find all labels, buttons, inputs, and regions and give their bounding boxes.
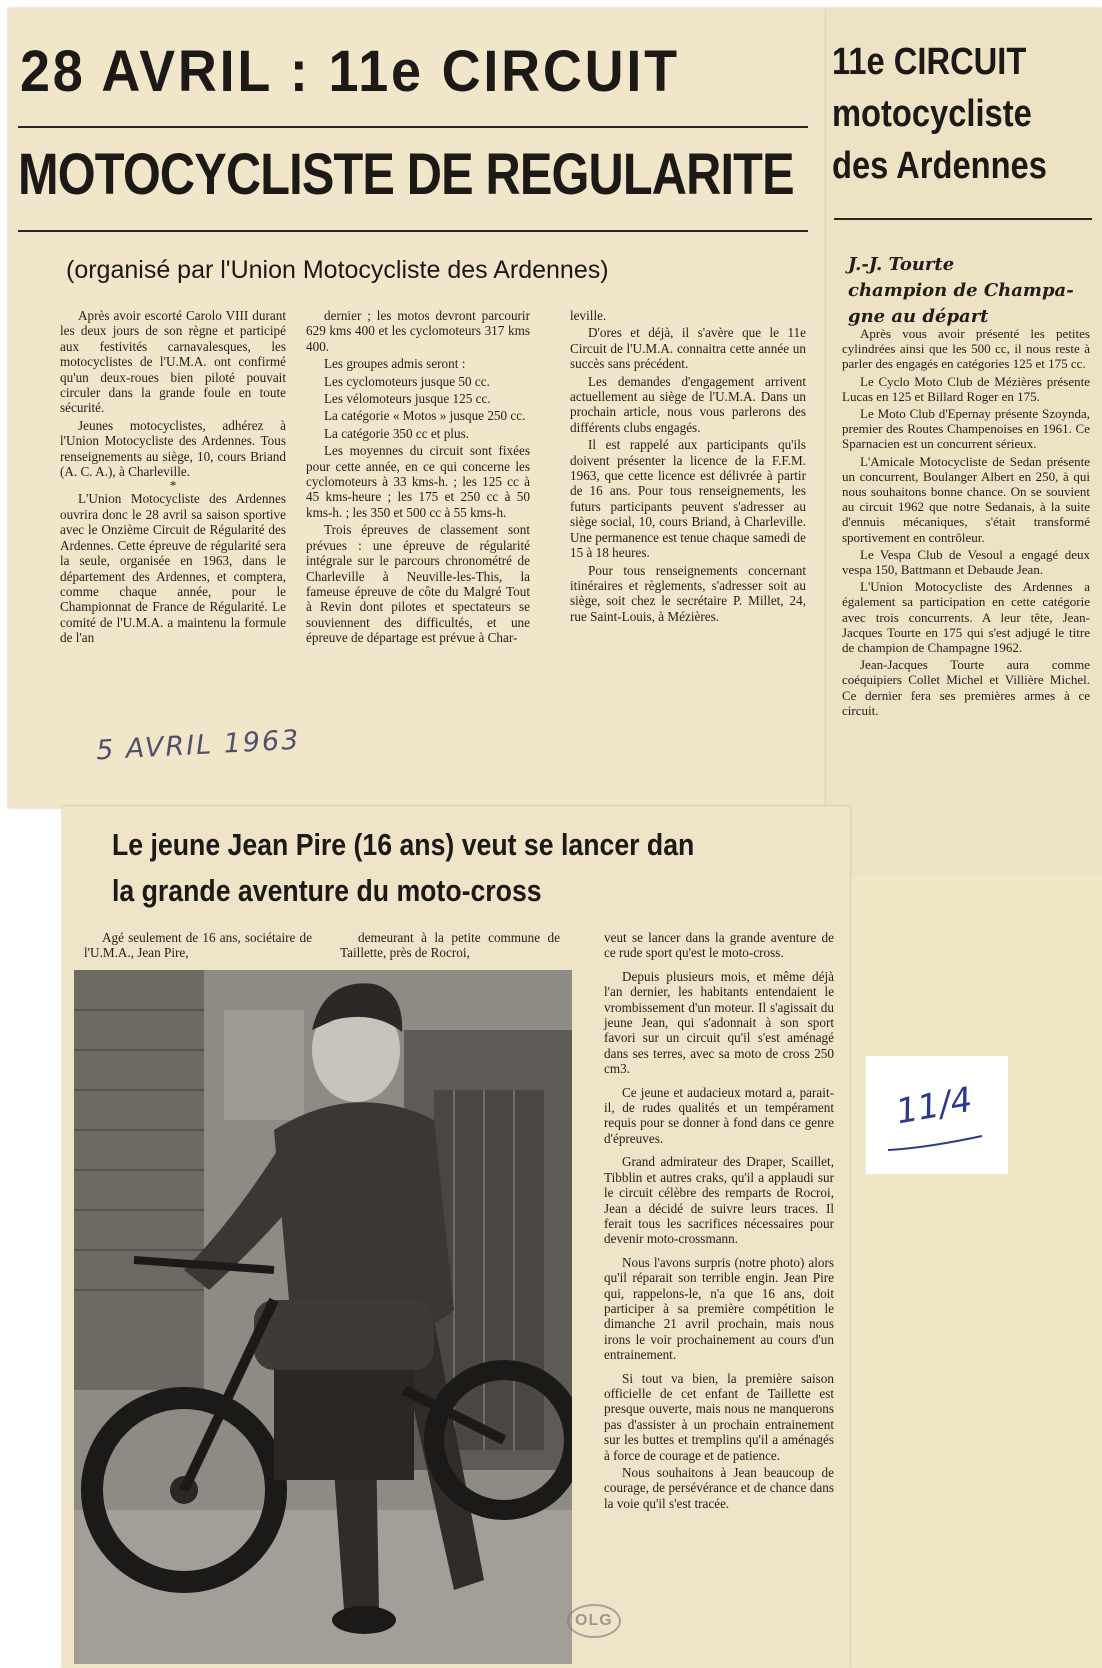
paragraph: Le Cyclo Moto Club de Mézières présente Lucas en 125 et Billard Roger en 175. [842,373,1090,404]
paragraph: Les moyennes du circuit sont fixées pour cette année, en ce qui concerne les cyclomoteurs à 33 kms-h. ; les 125 cc à 45 kms-heure ; les 175 et 250 cc à 50 kms-h. ; les 350 et 500 cc à 55 kms-h. [306,443,530,520]
paragraph: dernier ; les motos devront parcourir 629 kms 400 et les cyclomoteurs 317 kms 400. [306,308,530,354]
paragraph: Le Vespa Club de Vesoul a engagé deux vespa 150, Battmann et Debaude Jean. [842,546,1090,578]
paragraph: Les demandes d'engagement arrivent actuellement au siège de l'U.M.A. Dans un prochain article, nous vous parlerons des différents clubs engagés. [570,373,806,435]
paragraph: Ce jeune et audacieux motard a, parait-il, de rudes qualités et un tempérament requis pour se donner à fond dans ce genre d'épreuves. [604,1084,834,1146]
paragraph: Nous l'avons surpris (notre photo) alors qu'il réparait son terrible engin. Jean Pire qui, rappelons-le, n'a que 16 ans, doit participer à sa première compétition le dimanche 21 avril prochain, mais nous irons le voir prochainement au cours d'un entrainement. [604,1254,834,1363]
paragraph: Les vélomoteurs jusque 125 cc. [324,391,491,407]
paragraph: Grand admirateur des Draper, Scaillet, Tibblin et autres craks, qu'il a applaudi sur le circuit célèbre des remparts de Rocroi, Jean a décidé de suivre leurs traces. Il ferait tous les sacrifices nécessaires pour devenir moto-crossmann. [604,1154,834,1247]
bottom-article-clipping [62,806,850,1668]
top-article-clipping [8,8,826,808]
title-line: motocycliste [832,93,1032,135]
paragraph: L'Union Motocycliste des Ardennes a également sa participation en cette catégorie avec trois concurrents. A leur tête, Jean-Jacques Tourte en 175 qui s'est adjugé le titre de champion de Champagne 1962. [842,579,1090,656]
subtitle-line: champion de Champa- [848,280,1074,301]
paragraph: Si tout va bien, la première saison officielle de cet enfant de Taillette est presque ouverte, mais nous ne manquerons pas d'assister à un prochain entrainement sur les buttes et tremplins qu'il a aménagés à force de courage et de patience. [604,1370,834,1463]
backing-panel [850,876,1102,1668]
paragraph: La catégorie 350 cc et plus. [324,425,469,441]
paragraph: Depuis plusieurs mois, et même déjà l'an dernier, les habitants entendaient le vrombissement d'un moteur. Il s'agissait du jeune Jean, qui s'adonnait à son sport favori sur un circuit qu'il s'est aménagé dans ses terres, avec sa moto de cross 250 cm3. [604,968,834,1077]
handwritten-date: 5 AVRIL 1963 [95,724,302,767]
paragraph: Après avoir escorté Carolo VIII durant les deux jours de son règne et participé aux festivités carnavalesques, les motocyclistes de l'U.M.A. ont confirmé qu'un deux-roues bien piloté pouvait circuler dans la grande foule en toute sécurité. [60,308,286,416]
paragraph: La catégorie « Motos » jusque 250 cc. [324,408,526,424]
headline-line: Le jeune Jean Pire (16 ans) veut se lancer dan [112,827,695,862]
article-column-3 [570,308,806,626]
paragraph: veut se lancer dans la grande aventure de ce rude sport qu'est le moto-cross. [604,930,834,961]
bottom-article-headline [112,822,850,914]
bottom-column-2 [340,930,560,963]
subtitle-line: J.-J. Tourte [848,254,955,275]
right-article-subtitle [848,252,1088,330]
headline-line-2: MOTOCYCLISTE DE REGULARITE [18,142,794,207]
paragraph: Nous souhaitons à Jean beaucoup de courage, de persévérance et de chance dans la voie qu'il s'est tracée. [604,1465,834,1511]
paragraph: Jeunes motocyclistes, adhérez à l'Union Motocycliste des Ardennes. Tous renseignements au siège, 10, cours Briand (A. C. A.), à Charleville. [60,417,286,480]
title-rule [834,218,1092,220]
right-article-body [842,326,1090,720]
paragraph: D'ores et déjà, il s'avère que le 11e Circuit de l'U.M.A. connaitra cette année un succès sans précédent. [570,325,806,372]
paragraph: Pour tous renseignements concernant itinéraires et règlements, s'adresser soit au siège, soit chez le secrétaire P. Millet, 24, rue Saint-Louis, à Mézières. [570,562,806,624]
article-column-2 [306,308,530,648]
right-article-clipping [826,8,1102,876]
paragraph: Le Moto Club d'Epernay présente Szoynda, premier des Routes Champenoises en 1961. Ce Sparnacien est un concurrent sérieux. [842,406,1090,452]
headline-rule [18,126,808,128]
title-line: des Ardennes [832,145,1047,187]
handwritten-note-card [866,1056,1008,1174]
title-line: 11e CIRCUIT [832,41,1027,83]
paragraph: Il est rappelé aux participants qu'ils doivent présenter la licence de la F.F.M. 1963, que cette licence est délivrée à partir de 16 ans. Pour tous renseignements, les futurs participants peuvent s'adresser au siège social, 10, cours Briand, à Charleville. Une permanence est tenue chaque samedi de 15 à 18 heures. [570,437,806,561]
bottom-column-3 [604,930,834,1513]
paragraph: L'Amicale Motocycliste de Sedan présente un concurrent, Boulanger Albert en 250, à qui nous souhaitons bonne chance. On se souvient au circuit 1962 que notre Sedanais, à la suite d'ennuis mécaniques, s'était transformé sportivement en contrôleur. [842,453,1090,545]
motorcycle-photo [74,970,572,1664]
paragraph: Les groupes admis seront : [324,356,466,372]
headline-rule [18,230,808,232]
handwritten-note: 11/4 [893,1079,976,1133]
section-separator: * [169,478,177,494]
paragraph: Agé seulement de 16 ans, sociétaire de l'U.M.A., Jean Pire, [84,930,312,961]
underline-scribble [886,1134,986,1154]
paragraph: L'Union Motocycliste des Ardennes ouvrira donc le 28 avril sa saison sportive avec le Onzième Circuit de Régularité des Ardennes. Cette épreuve de régularité sera la seule, organisée en 1963, dans le département des Ardennes, et comptera, comme chaque année, pour le Championnat de France de Régularité. Le comité de l'U.M.A. a maintenu la formule de l'an [60,491,286,646]
watermark-logo: OLG [567,1604,621,1638]
paragraph: leville. [570,308,607,323]
paragraph: Trois épreuves de classement sont prévues : une épreuve de régularité intégrale sur le parcours chronométré de Charleville à Neuville-les-This, la fameuse épreuve de côte du Malgré Tout à Revin dont pilotes et spectateurs se souviennent des difficultés, et une épreuve de départage est prévue à Char- [306,522,530,646]
subtitle-line: gne au départ [848,306,989,327]
headline-line-1: 28 AVRIL : 11e CIRCUIT [20,39,680,104]
paragraph: demeurant à la petite commune de Taillette, près de Rocroi, [340,930,560,961]
paragraph: Jean-Jacques Tourte aura comme coéquipiers Collet Michel et Villière Michel. Ce dernier fera ses premières armes à ce circuit. [842,657,1090,718]
paragraph: Les cyclomoteurs jusque 50 cc. [324,373,490,389]
article-subtitle: (organisé par l'Union Motocycliste des Ardennes) [66,256,609,284]
headline-line: la grande aventure du moto-cross [112,873,542,908]
bottom-column-1 [84,930,312,963]
right-article-title [832,36,1096,192]
paragraph: Après vous avoir présenté les petites cylindrées ainsi que les 500 cc, il nous reste à parler des engagés en catégories 125 et 175 cc. [842,326,1090,372]
article-column-1 [60,308,286,648]
